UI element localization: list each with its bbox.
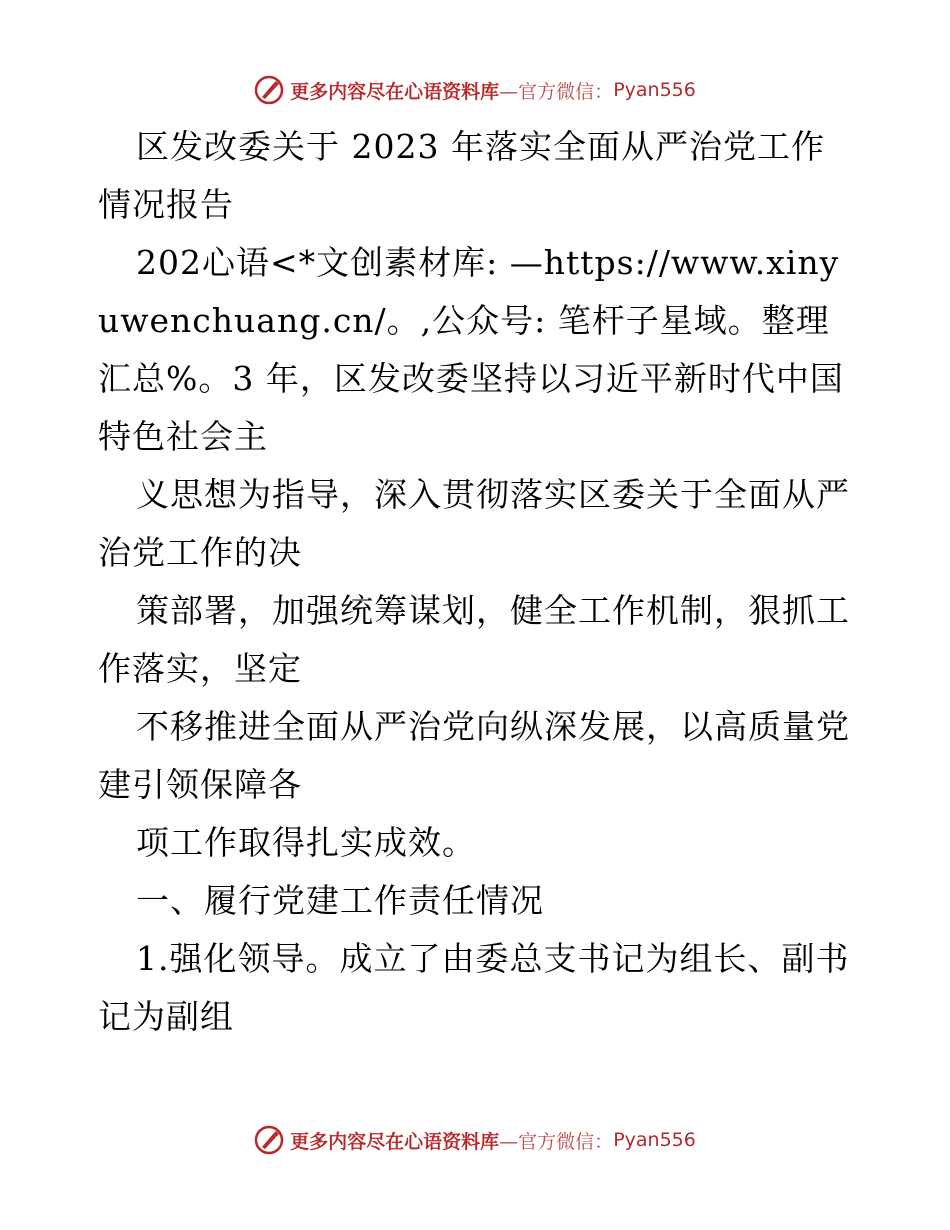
banner-wechat-handle: Pyan556 (613, 79, 696, 101)
paragraph-deployment: 策部署，加强统筹谋划，健全工作机制，狠抓工作落实，坚定 (98, 591, 850, 688)
paragraph-guidance: 义思想为指导，深入贯彻落实区委关于全面从严治党工作的决 (98, 475, 850, 572)
paragraph-results: 项工作取得扎实成效。 (136, 823, 476, 862)
document-title: 区发改委关于 2023 年落实全面从严治党工作情况报告 (98, 127, 825, 224)
document-body (98, 118, 858, 1046)
paragraph-advance: 不移推进全面从严治党向纵深发展，以高质量党建引领保障各 (98, 707, 850, 804)
header-watermark-banner (0, 70, 950, 110)
pen-logo-icon (254, 1125, 284, 1155)
banner-wechat-handle: Pyan556 (613, 1129, 696, 1151)
paragraph-item-1: 1.强化领导。成立了由委总支书记为组长、副书记为副组 (98, 939, 850, 1036)
pen-logo-icon (254, 75, 284, 105)
banner-separator-text: —官方微信： (499, 1130, 614, 1153)
section-heading-1: 一、履行党建工作责任情况 (136, 881, 544, 920)
banner-separator-text: —官方微信： (499, 80, 614, 103)
banner-main-text: 更多内容尽在心语资料库 (290, 1130, 500, 1153)
banner-main-text: 更多内容尽在心语资料库 (290, 80, 500, 103)
paragraph-intro: 202心语<*文创素材库: —https://www.xinyuwenchuang.cn/。,公众号: 笔杆子星域。整理汇总%。3 年，区发改委坚持以习近平新时代中国特色社会主 (98, 243, 844, 456)
footer-watermark-banner (0, 1120, 950, 1160)
